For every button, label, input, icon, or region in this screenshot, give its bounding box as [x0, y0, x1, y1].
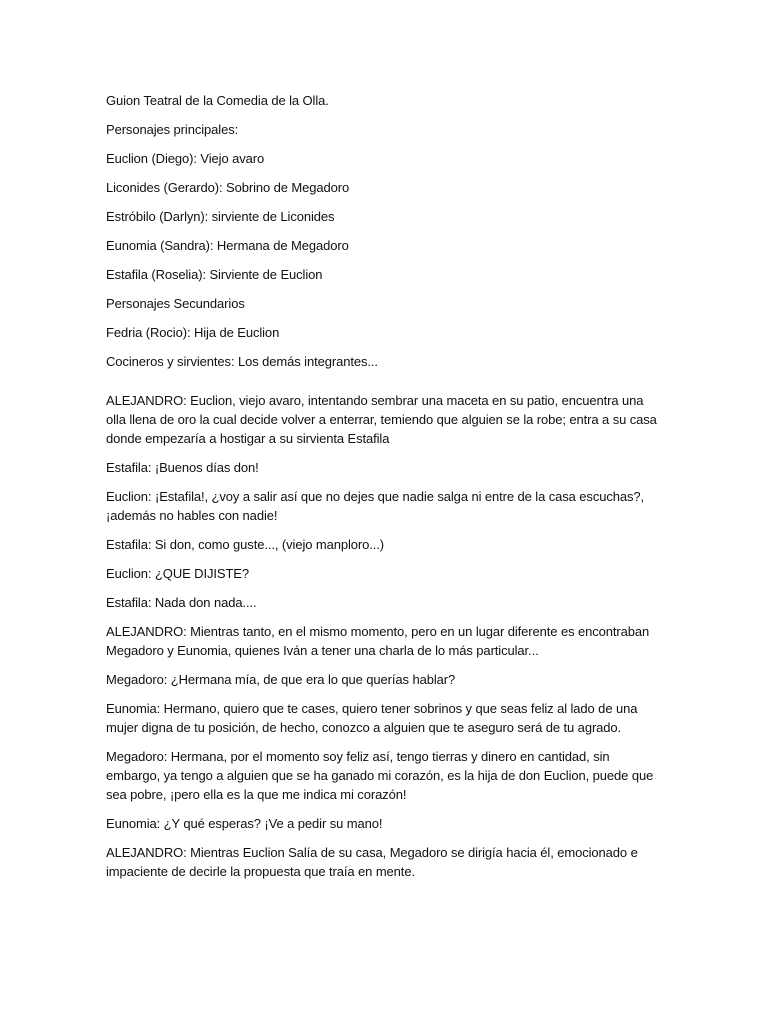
- cast-item-estrobilo: Estróbilo (Darlyn): sirviente de Liconides: [106, 209, 335, 224]
- cast-item-estafila: Estafila (Roselia): Sirviente de Euclion: [106, 267, 323, 282]
- document-page: [106, 91, 666, 891]
- cast-section: [106, 91, 666, 371]
- script-line: Eunomia: ¿Y qué esperas? ¡Ve a pedir su mano!: [106, 816, 383, 831]
- cast-item-eunomia: Eunomia (Sandra): Hermana de Megadoro: [106, 238, 349, 253]
- main-cast-heading: Personajes principales:: [106, 122, 239, 137]
- cast-item-cocineros: Cocineros y sirvientes: Los demás integrantes...: [106, 354, 378, 369]
- script-line: Euclion: ¿QUE DIJISTE?: [106, 566, 250, 581]
- script-line: Euclion: ¡Estafila!, ¿voy a salir así que no dejes que nadie salga ni entre de la casa escuchas?, ¡además no hables con nadie!: [106, 489, 645, 523]
- script-section: [106, 391, 666, 881]
- script-line: ALEJANDRO: Euclion, viejo avaro, intentando sembrar una maceta en su patio, encuentra una olla llena de oro la cual decide volver a enterrar, temiendo que alguien se la robe; entra a su casa donde empezaría a hostigar a su sirvienta Estafila: [106, 393, 657, 446]
- script-line: Megadoro: ¿Hermana mía, de que era lo que querías hablar?: [106, 672, 456, 687]
- script-line: Estafila: Nada don nada....: [106, 595, 257, 610]
- script-line: ALEJANDRO: Mientras Euclion Salía de su casa, Megadoro se dirigía hacia él, emocionado e impaciente de decirle la propuesta que traía en mente.: [106, 845, 638, 879]
- script-line: ALEJANDRO: Mientras tanto, en el mismo momento, pero en un lugar diferente es encontraban Megadoro y Eunomia, quienes Iván a tener una charla de lo más particular...: [106, 624, 650, 658]
- cast-item-euclion: Euclion (Diego): Viejo avaro: [106, 151, 265, 166]
- script-line: Megadoro: Hermana, por el momento soy feliz así, tengo tierras y dinero en cantidad, sin embargo, ya tengo a alguien que se ha ganado mi corazón, es la hija de don Euclion, puede que sea pobre, ¡pero ella es la que me indica mi corazón!: [106, 749, 654, 802]
- script-line: Estafila: Si don, como guste..., (viejo manploro...): [106, 537, 385, 552]
- cast-item-liconides: Liconides (Gerardo): Sobrino de Megadoro: [106, 180, 350, 195]
- script-line: Eunomia: Hermano, quiero que te cases, quiero tener sobrinos y que seas feliz al lado de una mujer digna de tu posición, de hecho, conozco a alguien que te aseguro será de tu agrado.: [106, 701, 638, 735]
- script-line: Estafila: ¡Buenos días don!: [106, 460, 259, 475]
- cast-item-fedria: Fedria (Rocio): Hija de Euclion: [106, 325, 280, 340]
- secondary-cast-heading: Personajes Secundarios: [106, 296, 245, 311]
- document-title: Guion Teatral de la Comedia de la Olla.: [106, 93, 329, 108]
